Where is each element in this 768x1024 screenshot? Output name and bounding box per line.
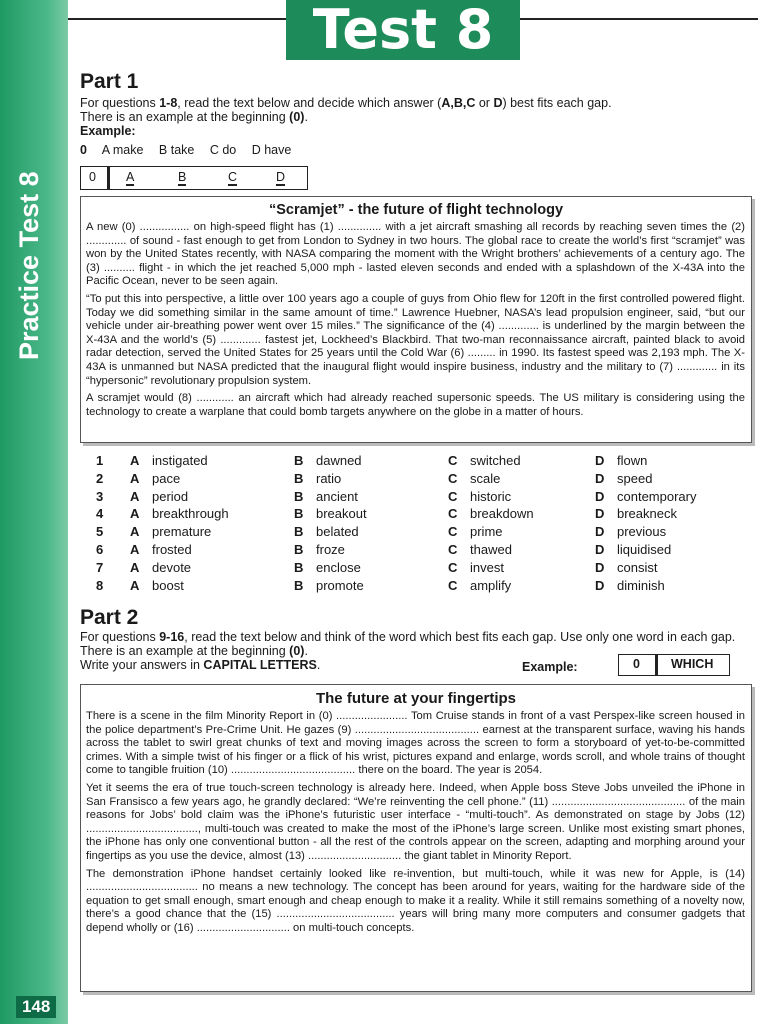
part2-heading: Part 2 — [80, 606, 139, 629]
part1-heading: Part 1 — [80, 70, 139, 93]
option-row: 8 A boost B promote C amplify D diminish — [96, 577, 665, 593]
part2-paragraph: Yet it seems the era of true touch-screen technology is already here. Indeed, when Apple boss Steve Jobs unveiled the iPhone in San Fransisco a few years ago, he grandly declared: “We’re reinventing the cell phone.” (11) ........................................... of the main reasons for Jobs’ bold claim was the iPhone’s futuristic user interface - “multi-touch”. As demonstrated on stage by Jobs (12) ...................................., multi-touch was created to make the most of the iPhone’s large screen. Unlike most existing smart phones, the iPhone has only one conventional button - all the rest of the controls appear on the screen, adapting and morphing around your fingertips as you use the device, almost (13) .............................. the giant tablet in Minority Report. — [86, 781, 745, 862]
page-number: 148 — [16, 996, 56, 1018]
part1-passage-title: “Scramjet” - the future of flight technology — [268, 202, 564, 218]
option-row: 4 A breakthrough B breakout C breakdown D breakneck — [96, 506, 677, 522]
part1-passage — [80, 196, 752, 443]
example-row: 0 A make B take C do D have — [80, 143, 292, 157]
part2-instructions: For questions 9-16, read the text below and think of the word which best fits each gap. Use only one word in each gap. There is an example at the beginning (0). Write your answers in CAPITAL LETTERS. — [80, 630, 736, 672]
sidebar-stripe — [0, 0, 68, 1024]
option-row: 5 A premature B belated C prime D previous — [96, 524, 667, 540]
part1-paragraph: A new (0) ................ on high-speed flight has (1) .............. with a jet aircraft smashing all records by reaching seven times the (2) ............. of sound - fast enough to get from London to Sydney in two hours. The global race to create the world’s first “scramjet” was won by the United States recently, with NASA comparing the moment with the Wright brothers’ achievements of a century ago. The (3) .......... flight - in which the jet reached 5,000 mph - lasted eleven seconds and ended with a splashdown of the X-43A into the Pacific Ocean, never to be seen again. — [86, 221, 745, 288]
part2-paragraph: There is a scene in the film Minority Report in (0) ....................... Tom Cruise stands in front of a vast Perspex-like screen housed in the police department’s Pre-Crime Unit. He gazes (9) ........................................ earnest at the transparent surface, waving his hands across the tablet to swirl great chunks of text and moving images across the screen to form a storyboard of yet-to-be-committed crimes. With a simple twist of his finger or a flick of his wrist, pictures expand and enlarge, words scroll, and whole trains of thought come to tangible fruition (10) ........................................ there on the board. The year is 2054. — [86, 710, 745, 777]
test-title: Test 8 — [286, 0, 520, 60]
sidebar-title: Practice Test 8 — [14, 171, 44, 360]
example-answer-box: 0 A B C D — [80, 166, 308, 190]
option-row: 2 A pace B ratio C scale D speed — [96, 470, 653, 486]
option-row: 6 A frosted B froze C thawed D liquidised — [96, 541, 672, 557]
option-row: 1 A instigated B dawned C switched D flown — [96, 453, 648, 468]
part2-paragraph: The demonstration iPhone handset certainly looked like re-invention, but multi-touch, while it was new for Apple, is (14) .................................... no means a new technology. The concept has been around for years, waiting for the hardware side of the equation to get small enough, smart enough and cheap enough to make it a reality. While it still remains something of a novelty now, there’s a good chance that the (15) ...................................... years will bring many more computers and consumer gadgets that depend wholly or (16) .............................. on multi-touch concepts. — [86, 867, 745, 934]
part1-paragraph: “To put this into perspective, a little over 100 years ago a couple of guys from Ohio flew for 120ft in the first controlled powered flight. Today we did something similar in the same amount of time.” Lawrence Huebner, NASA’s lead propulsion engineer, said, “but our vehicle under air-breathing power went over 15 miles.” The significance of the (4) ............. is underlined by the margin between the X-43A and the world’s (5) ............. fastest jet, Lockheed’s Blackbird. That two-man reconnaissance aircraft, painted black to avoid radar detection, served the United States for 25 years until the Cold War (6) ......... in 1990. Its fastest speed was 2,193 mph. The X-43A is unmanned but NASA predicted that the inaugural flight would inspire business, industry and the military to (7) ............. in its “hypersonic” revolutionary propulsion system. — [86, 292, 745, 387]
option-row: 3 A period B ancient C historic D contemporary — [96, 488, 697, 504]
part2-example-label: Example: — [522, 660, 578, 674]
part1-options — [96, 453, 756, 595]
part1-instructions: For questions 1-8, read the text below and decide which answer (A,B,C or D) best fits each gap. There is an example at the beginning (0). Example: — [80, 96, 612, 138]
part1-paragraph: A scramjet would (8) ............ an aircraft which had already reached supersonic speeds. The US military is considering using the technology to create a warplane that could bomb targets anywhere on the globe in a matter of hours. — [86, 392, 745, 418]
part2-passage-title: The future at your fingertips — [315, 690, 516, 707]
option-row: 7 A devote B enclose C invest D consist — [96, 559, 658, 575]
part2-example-box: 0 WHICH — [618, 654, 730, 676]
example-label: Example: — [80, 124, 136, 138]
part2-passage — [80, 684, 752, 992]
